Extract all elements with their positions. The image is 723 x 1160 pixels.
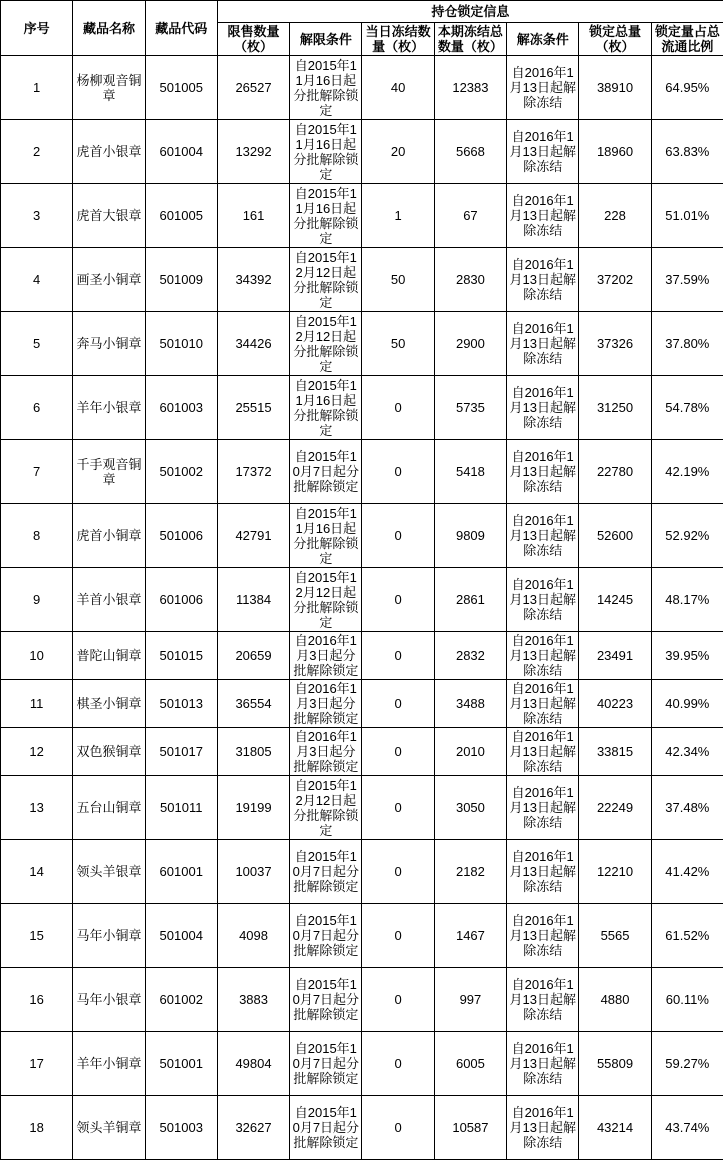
cell-locked-ratio: 51.01%: [651, 184, 723, 248]
cell-unlock-condition: 自2015年10月7日起分批解除锁定: [290, 904, 362, 968]
table-row: [1, 904, 723, 968]
cell-locked-total: 22780: [579, 440, 651, 504]
cell-locked-total: 18960: [579, 120, 651, 184]
header-cell-restricted-qty: 限售数量（枚）: [217, 23, 289, 56]
cell-unfreeze-condition: 自2016年1月13日起解除冻结: [507, 184, 579, 248]
cell-unlock-condition: 自2016年1月3日起分批解除锁定: [290, 632, 362, 680]
cell-item-code: 501013: [145, 680, 217, 728]
cell-locked-ratio: 42.34%: [651, 728, 723, 776]
cell-day-frozen-qty: 0: [362, 840, 434, 904]
cell-locked-total: 38910: [579, 56, 651, 120]
table-row: [1, 504, 723, 568]
header-cell-locked-ratio: 锁定量占总流通比例: [651, 23, 723, 56]
header-cell-unfreeze-condition: 解冻条件: [507, 23, 579, 56]
cell-item-name: 虎首大银章: [73, 184, 145, 248]
cell-unfreeze-condition: 自2016年1月13日起解除冻结: [507, 440, 579, 504]
cell-item-name: 画圣小铜章: [73, 248, 145, 312]
cell-item-code: 601002: [145, 968, 217, 1032]
cell-locked-ratio: 39.95%: [651, 632, 723, 680]
cell-period-frozen-qty: 10587: [434, 1096, 506, 1160]
cell-period-frozen-qty: 2832: [434, 632, 506, 680]
cell-day-frozen-qty: 0: [362, 440, 434, 504]
cell-period-frozen-qty: 2900: [434, 312, 506, 376]
cell-unfreeze-condition: 自2016年1月13日起解除冻结: [507, 680, 579, 728]
cell-unfreeze-condition: 自2016年1月13日起解除冻结: [507, 632, 579, 680]
cell-locked-ratio: 40.99%: [651, 680, 723, 728]
cell-serial: 4: [1, 248, 73, 312]
cell-locked-total: 31250: [579, 376, 651, 440]
cell-unlock-condition: 自2016年1月3日起分批解除锁定: [290, 680, 362, 728]
cell-serial: 14: [1, 840, 73, 904]
cell-locked-ratio: 61.52%: [651, 904, 723, 968]
cell-serial: 17: [1, 1032, 73, 1096]
cell-period-frozen-qty: 2010: [434, 728, 506, 776]
cell-item-name: 棋圣小铜章: [73, 680, 145, 728]
cell-serial: 3: [1, 184, 73, 248]
cell-restricted-qty: 11384: [217, 568, 289, 632]
cell-unlock-condition: 自2015年10月7日起分批解除锁定: [290, 440, 362, 504]
cell-locked-ratio: 41.42%: [651, 840, 723, 904]
cell-item-name: 羊年小银章: [73, 376, 145, 440]
cell-item-code: 601003: [145, 376, 217, 440]
cell-unfreeze-condition: 自2016年1月13日起解除冻结: [507, 728, 579, 776]
cell-day-frozen-qty: 0: [362, 968, 434, 1032]
cell-unfreeze-condition: 自2016年1月13日起解除冻结: [507, 1032, 579, 1096]
cell-day-frozen-qty: 0: [362, 776, 434, 840]
cell-unlock-condition: 自2015年10月7日起分批解除锁定: [290, 840, 362, 904]
cell-day-frozen-qty: 0: [362, 504, 434, 568]
cell-unfreeze-condition: 自2016年1月13日起解除冻结: [507, 840, 579, 904]
cell-unlock-condition: 自2015年11月16日起分批解除锁定: [290, 504, 362, 568]
table-row: [1, 840, 723, 904]
cell-item-code: 501004: [145, 904, 217, 968]
cell-serial: 1: [1, 56, 73, 120]
cell-unfreeze-condition: 自2016年1月13日起解除冻结: [507, 1096, 579, 1160]
cell-locked-ratio: 59.27%: [651, 1032, 723, 1096]
cell-day-frozen-qty: 50: [362, 248, 434, 312]
cell-period-frozen-qty: 5735: [434, 376, 506, 440]
cell-locked-ratio: 43.74%: [651, 1096, 723, 1160]
cell-day-frozen-qty: 0: [362, 1096, 434, 1160]
cell-locked-total: 43214: [579, 1096, 651, 1160]
cell-serial: 9: [1, 568, 73, 632]
cell-day-frozen-qty: 0: [362, 1032, 434, 1096]
cell-locked-total: 14245: [579, 568, 651, 632]
table-body: [1, 56, 723, 1160]
table-row: [1, 776, 723, 840]
cell-day-frozen-qty: 0: [362, 904, 434, 968]
cell-serial: 13: [1, 776, 73, 840]
table-row: [1, 440, 723, 504]
cell-locked-ratio: 37.48%: [651, 776, 723, 840]
cell-unfreeze-condition: 自2016年1月13日起解除冻结: [507, 568, 579, 632]
table-row: [1, 248, 723, 312]
cell-item-code: 501006: [145, 504, 217, 568]
cell-restricted-qty: 3883: [217, 968, 289, 1032]
cell-unlock-condition: 自2015年10月7日起分批解除锁定: [290, 1032, 362, 1096]
table-row: [1, 728, 723, 776]
cell-serial: 11: [1, 680, 73, 728]
cell-item-code: 501010: [145, 312, 217, 376]
cell-item-code: 501003: [145, 1096, 217, 1160]
cell-restricted-qty: 49804: [217, 1032, 289, 1096]
cell-item-code: 601001: [145, 840, 217, 904]
cell-restricted-qty: 13292: [217, 120, 289, 184]
cell-restricted-qty: 34426: [217, 312, 289, 376]
table-row: [1, 680, 723, 728]
cell-period-frozen-qty: 6005: [434, 1032, 506, 1096]
cell-period-frozen-qty: 997: [434, 968, 506, 1032]
cell-unfreeze-condition: 自2016年1月13日起解除冻结: [507, 504, 579, 568]
cell-unlock-condition: 自2015年11月16日起分批解除锁定: [290, 120, 362, 184]
cell-day-frozen-qty: 0: [362, 728, 434, 776]
cell-unlock-condition: 自2015年11月16日起分批解除锁定: [290, 376, 362, 440]
table-row: [1, 120, 723, 184]
cell-period-frozen-qty: 1467: [434, 904, 506, 968]
cell-item-name: 奔马小铜章: [73, 312, 145, 376]
cell-unlock-condition: 自2015年12月12日起分批解除锁定: [290, 776, 362, 840]
cell-period-frozen-qty: 3050: [434, 776, 506, 840]
cell-item-name: 马年小铜章: [73, 904, 145, 968]
table-row: [1, 968, 723, 1032]
cell-item-name: 虎首小银章: [73, 120, 145, 184]
cell-item-code: 601005: [145, 184, 217, 248]
cell-period-frozen-qty: 5418: [434, 440, 506, 504]
cell-unlock-condition: 自2015年10月7日起分批解除锁定: [290, 1096, 362, 1160]
cell-restricted-qty: 34392: [217, 248, 289, 312]
cell-unfreeze-condition: 自2016年1月13日起解除冻结: [507, 776, 579, 840]
cell-serial: 12: [1, 728, 73, 776]
cell-locked-ratio: 37.80%: [651, 312, 723, 376]
cell-locked-total: 37202: [579, 248, 651, 312]
cell-locked-total: 228: [579, 184, 651, 248]
cell-locked-ratio: 37.59%: [651, 248, 723, 312]
cell-locked-total: 22249: [579, 776, 651, 840]
cell-locked-total: 23491: [579, 632, 651, 680]
cell-locked-total: 40223: [579, 680, 651, 728]
cell-restricted-qty: 4098: [217, 904, 289, 968]
cell-item-name: 五台山铜章: [73, 776, 145, 840]
cell-unfreeze-condition: 自2016年1月13日起解除冻结: [507, 904, 579, 968]
cell-item-code: 501017: [145, 728, 217, 776]
cell-serial: 5: [1, 312, 73, 376]
cell-item-name: 千手观音铜章: [73, 440, 145, 504]
cell-locked-ratio: 64.95%: [651, 56, 723, 120]
cell-item-name: 普陀山铜章: [73, 632, 145, 680]
cell-locked-total: 37326: [579, 312, 651, 376]
cell-day-frozen-qty: 40: [362, 56, 434, 120]
cell-unfreeze-condition: 自2016年1月13日起解除冻结: [507, 56, 579, 120]
cell-period-frozen-qty: 2182: [434, 840, 506, 904]
table-row: [1, 184, 723, 248]
cell-unlock-condition: 自2015年11月16日起分批解除锁定: [290, 184, 362, 248]
cell-day-frozen-qty: 0: [362, 376, 434, 440]
cell-restricted-qty: 42791: [217, 504, 289, 568]
cell-locked-ratio: 48.17%: [651, 568, 723, 632]
cell-item-code: 501009: [145, 248, 217, 312]
header-row-group: [1, 1, 723, 23]
cell-restricted-qty: 10037: [217, 840, 289, 904]
cell-serial: 15: [1, 904, 73, 968]
cell-locked-total: 33815: [579, 728, 651, 776]
cell-item-name: 羊年小铜章: [73, 1032, 145, 1096]
cell-locked-total: 4880: [579, 968, 651, 1032]
cell-item-code: 501005: [145, 56, 217, 120]
header-cell-unlock-condition: 解限条件: [290, 23, 362, 56]
header-cell-item-name: 藏品名称: [73, 1, 145, 56]
cell-item-code: 601006: [145, 568, 217, 632]
cell-locked-total: 55809: [579, 1032, 651, 1096]
cell-restricted-qty: 32627: [217, 1096, 289, 1160]
cell-serial: 8: [1, 504, 73, 568]
cell-locked-ratio: 63.83%: [651, 120, 723, 184]
cell-unfreeze-condition: 自2016年1月13日起解除冻结: [507, 120, 579, 184]
cell-day-frozen-qty: 50: [362, 312, 434, 376]
cell-item-code: 501015: [145, 632, 217, 680]
cell-restricted-qty: 25515: [217, 376, 289, 440]
header-cell-group-title: 持仓锁定信息: [217, 1, 723, 23]
cell-item-name: 双色猴铜章: [73, 728, 145, 776]
cell-restricted-qty: 31805: [217, 728, 289, 776]
cell-unlock-condition: 自2015年12月12日起分批解除锁定: [290, 568, 362, 632]
table-row: [1, 376, 723, 440]
cell-item-name: 领头羊银章: [73, 840, 145, 904]
table-row: [1, 1032, 723, 1096]
cell-locked-ratio: 54.78%: [651, 376, 723, 440]
cell-restricted-qty: 17372: [217, 440, 289, 504]
cell-restricted-qty: 26527: [217, 56, 289, 120]
cell-unlock-condition: 自2015年10月7日起分批解除锁定: [290, 968, 362, 1032]
header-cell-locked-total: 锁定总量（枚）: [579, 23, 651, 56]
cell-serial: 2: [1, 120, 73, 184]
table-row: [1, 632, 723, 680]
cell-unlock-condition: 自2015年12月12日起分批解除锁定: [290, 312, 362, 376]
cell-period-frozen-qty: 67: [434, 184, 506, 248]
cell-serial: 6: [1, 376, 73, 440]
header-cell-serial: 序号: [1, 1, 73, 56]
cell-locked-ratio: 52.92%: [651, 504, 723, 568]
cell-unfreeze-condition: 自2016年1月13日起解除冻结: [507, 968, 579, 1032]
cell-day-frozen-qty: 0: [362, 568, 434, 632]
header-cell-period-frozen-qty: 本期冻结总数量（枚）: [434, 23, 506, 56]
cell-serial: 16: [1, 968, 73, 1032]
cell-period-frozen-qty: 2830: [434, 248, 506, 312]
table-row: [1, 1096, 723, 1160]
cell-serial: 7: [1, 440, 73, 504]
cell-restricted-qty: 19199: [217, 776, 289, 840]
cell-item-code: 501011: [145, 776, 217, 840]
cell-locked-ratio: 60.11%: [651, 968, 723, 1032]
cell-restricted-qty: 36554: [217, 680, 289, 728]
cell-item-name: 虎首小铜章: [73, 504, 145, 568]
cell-item-name: 杨柳观音铜章: [73, 56, 145, 120]
cell-day-frozen-qty: 20: [362, 120, 434, 184]
cell-item-code: 501001: [145, 1032, 217, 1096]
header-cell-item-code: 藏品代码: [145, 1, 217, 56]
cell-serial: 10: [1, 632, 73, 680]
cell-period-frozen-qty: 5668: [434, 120, 506, 184]
cell-locked-total: 52600: [579, 504, 651, 568]
cell-locked-ratio: 42.19%: [651, 440, 723, 504]
cell-item-name: 羊首小银章: [73, 568, 145, 632]
cell-day-frozen-qty: 0: [362, 680, 434, 728]
table-row: [1, 568, 723, 632]
cell-item-name: 领头羊铜章: [73, 1096, 145, 1160]
cell-period-frozen-qty: 9809: [434, 504, 506, 568]
table-row: [1, 56, 723, 120]
header-cell-day-frozen-qty: 当日冻结数量（枚）: [362, 23, 434, 56]
cell-unlock-condition: 自2015年11月16日起分批解除锁定: [290, 56, 362, 120]
cell-unfreeze-condition: 自2016年1月13日起解除冻结: [507, 248, 579, 312]
cell-unfreeze-condition: 自2016年1月13日起解除冻结: [507, 312, 579, 376]
cell-locked-total: 12210: [579, 840, 651, 904]
cell-period-frozen-qty: 2861: [434, 568, 506, 632]
table-row: [1, 312, 723, 376]
cell-unlock-condition: 自2016年1月3日起分批解除锁定: [290, 728, 362, 776]
cell-unlock-condition: 自2015年12月12日起分批解除锁定: [290, 248, 362, 312]
cell-item-name: 马年小银章: [73, 968, 145, 1032]
cell-item-code: 501002: [145, 440, 217, 504]
cell-period-frozen-qty: 3488: [434, 680, 506, 728]
cell-serial: 18: [1, 1096, 73, 1160]
cell-item-code: 601004: [145, 120, 217, 184]
cell-locked-total: 5565: [579, 904, 651, 968]
cell-day-frozen-qty: 0: [362, 632, 434, 680]
cell-restricted-qty: 161: [217, 184, 289, 248]
cell-day-frozen-qty: 1: [362, 184, 434, 248]
cell-unfreeze-condition: 自2016年1月13日起解除冻结: [507, 376, 579, 440]
table-header: [1, 1, 723, 56]
cell-restricted-qty: 20659: [217, 632, 289, 680]
cell-period-frozen-qty: 12383: [434, 56, 506, 120]
